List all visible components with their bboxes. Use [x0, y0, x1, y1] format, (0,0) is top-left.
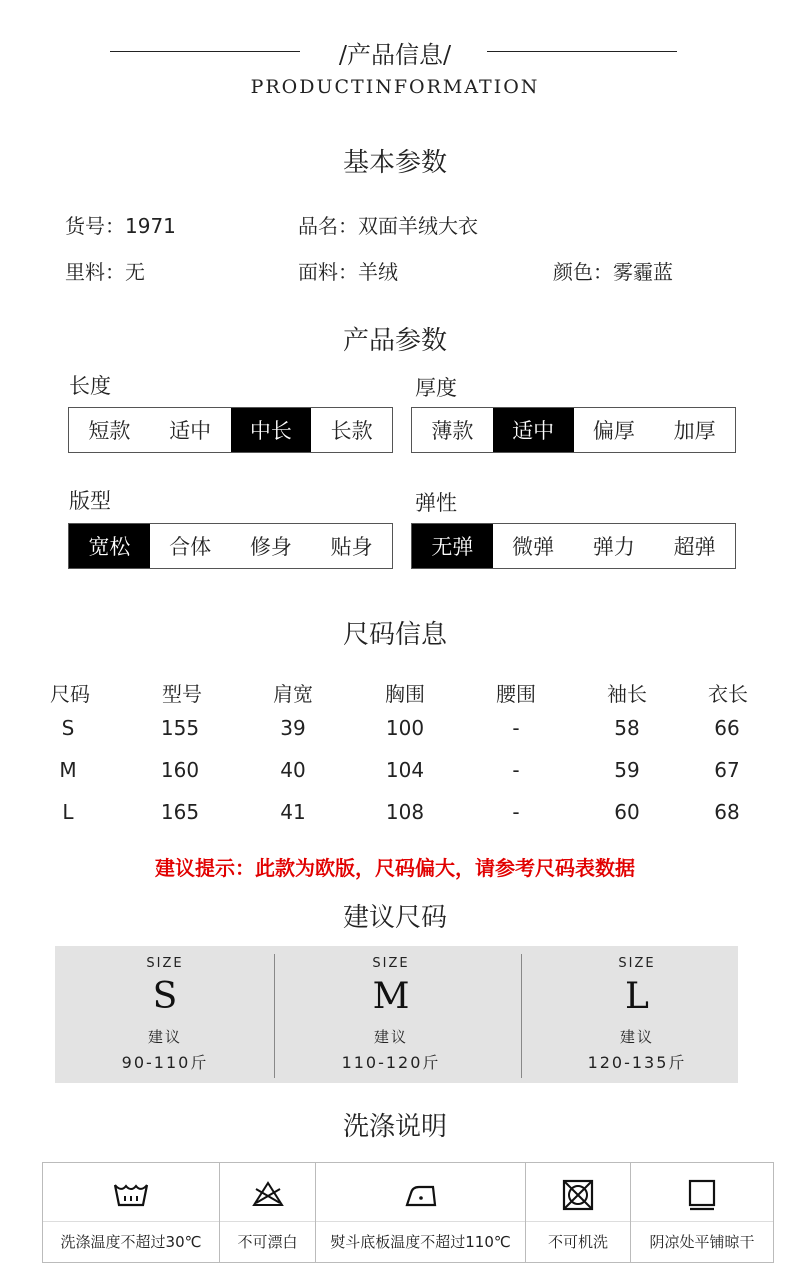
- table-cell: L: [62, 800, 74, 824]
- hand-wash-30-icon: [43, 1177, 219, 1213]
- size-table-header-cell: 型号: [162, 682, 202, 706]
- size-divider: [521, 954, 522, 1078]
- color-label: 颜色：: [553, 260, 613, 284]
- table-cell: -: [512, 758, 520, 782]
- no-bleach-icon: [220, 1177, 315, 1213]
- product-name-label: 品名：: [298, 214, 358, 238]
- thickness-options: [411, 407, 736, 453]
- wash-divider: [43, 1221, 219, 1222]
- size-info-title: 尺码信息: [342, 620, 447, 650]
- elasticity-option-stretch: 弹力: [592, 535, 635, 559]
- washing-table: [42, 1162, 774, 1263]
- washing-title: 洗涤说明: [342, 1112, 447, 1142]
- suggested-size-title: 建议尺码: [342, 903, 447, 933]
- color: [553, 256, 673, 285]
- table-cell: 40: [280, 758, 306, 782]
- thickness-option-thin: 薄款: [431, 419, 474, 443]
- dry-flat-shade-icon: [631, 1177, 773, 1213]
- fabric: [298, 256, 398, 285]
- wash-item: [43, 1163, 220, 1262]
- size-table-header-cell: 胸围: [385, 682, 425, 706]
- length-option-long: 长款: [330, 419, 373, 443]
- size-card-m: [281, 946, 501, 1083]
- fabric-value: 羊绒: [358, 260, 398, 284]
- table-cell: 41: [280, 800, 306, 824]
- wash-item-label: 熨斗底板温度不超过110℃: [330, 1233, 511, 1251]
- wash-item: [631, 1163, 773, 1262]
- thickness-option-medium: 适中: [493, 408, 574, 452]
- size-card-caption: SIZE: [618, 956, 656, 971]
- product-name: [298, 210, 478, 239]
- size-table-header-cell: 衣长: [708, 682, 748, 706]
- wash-item-label: 阴凉处平铺晾干: [649, 1233, 755, 1251]
- header-subtitle: PRODUCTINFORMATION: [250, 76, 540, 98]
- table-cell: 155: [160, 716, 200, 740]
- size-card-suggest: 建议: [373, 1028, 408, 1046]
- elasticity-label: 弹性: [415, 491, 457, 515]
- wash-divider: [316, 1221, 525, 1222]
- item-number-label: 货号：: [65, 214, 125, 238]
- fit-option-loose: 宽松: [69, 524, 150, 568]
- table-cell: 66: [714, 716, 740, 740]
- size-table-header-cell: 肩宽: [273, 682, 313, 706]
- size-table-header-cell: 尺码: [50, 682, 90, 706]
- item-number: [65, 210, 176, 239]
- wash-item-label: 不可漂白: [237, 1233, 298, 1251]
- size-card-suggest: 建议: [619, 1028, 654, 1046]
- length-options: [68, 407, 393, 453]
- size-card-weight: 110-120斤: [341, 1053, 441, 1072]
- size-divider: [274, 954, 275, 1078]
- table-cell: 104: [385, 758, 425, 782]
- wash-item: [316, 1163, 526, 1262]
- size-tip: 建议提示：此款为欧版，尺码偏大，请参考尺码表数据: [155, 856, 635, 880]
- wash-item: [220, 1163, 316, 1262]
- size-card-suggest: 建议: [147, 1028, 182, 1046]
- thickness-option-extra-thick: 加厚: [673, 419, 716, 443]
- wash-divider: [220, 1221, 315, 1222]
- table-cell: 59: [614, 758, 640, 782]
- thickness-label: 厚度: [415, 376, 457, 400]
- color-value: 雾霾蓝: [613, 260, 673, 284]
- elasticity-option-super: 超弹: [673, 535, 716, 559]
- table-cell: 160: [160, 758, 200, 782]
- table-cell: 68: [714, 800, 740, 824]
- size-table-header-cell: 袖长: [607, 682, 647, 706]
- length-option-short: 短款: [88, 419, 131, 443]
- wash-divider: [526, 1221, 630, 1222]
- lining-value: 无: [125, 260, 145, 284]
- item-number-value: 1971: [125, 214, 176, 238]
- table-cell: 60: [614, 800, 640, 824]
- lining: [65, 256, 145, 285]
- table-cell: -: [512, 800, 520, 824]
- length-option-medium: 适中: [169, 419, 212, 443]
- elasticity-options: [411, 523, 736, 569]
- size-card-s: [55, 946, 275, 1083]
- length-label: 长度: [69, 374, 111, 398]
- table-cell: 108: [385, 800, 425, 824]
- table-cell: 39: [280, 716, 306, 740]
- fabric-label: 面料：: [298, 260, 358, 284]
- size-card-letter: S: [152, 976, 178, 1017]
- no-machine-wash-icon: [526, 1177, 630, 1213]
- fit-options: [68, 523, 393, 569]
- size-card-weight: 90-110斤: [121, 1053, 209, 1072]
- size-card-l: [527, 946, 747, 1083]
- size-card-weight: 120-135斤: [587, 1053, 687, 1072]
- table-cell: S: [61, 716, 75, 740]
- size-card-caption: SIZE: [146, 956, 184, 971]
- fit-option-slim: 修身: [249, 535, 292, 559]
- size-table-header-cell: 腰围: [496, 682, 536, 706]
- product-name-value: 双面羊绒大衣: [358, 214, 478, 238]
- size-card-letter: L: [625, 976, 649, 1017]
- size-card-caption: SIZE: [372, 956, 410, 971]
- fit-option-regular: 合体: [169, 535, 212, 559]
- table-cell: -: [512, 716, 520, 740]
- fit-option-tight: 贴身: [330, 535, 373, 559]
- elasticity-option-none: 无弹: [412, 524, 493, 568]
- lining-label: 里料：: [65, 260, 125, 284]
- size-card-letter: M: [372, 976, 410, 1017]
- product-params-title: 产品参数: [342, 326, 447, 356]
- header-title: /产品信息/: [338, 41, 452, 69]
- wash-divider: [631, 1221, 773, 1222]
- wash-item-label: 洗涤温度不超过30℃: [60, 1233, 202, 1251]
- table-cell: 165: [160, 800, 200, 824]
- elasticity-option-slight: 微弹: [512, 535, 555, 559]
- basic-params-title: 基本参数: [342, 148, 447, 178]
- suggested-size-panel: [55, 946, 738, 1083]
- wash-item-label: 不可机洗: [547, 1233, 608, 1251]
- iron-icon: [316, 1177, 525, 1213]
- wash-item: [526, 1163, 631, 1262]
- table-cell: 58: [614, 716, 640, 740]
- fit-label: 版型: [69, 489, 111, 513]
- table-cell: 100: [385, 716, 425, 740]
- thickness-option-thick: 偏厚: [592, 419, 635, 443]
- table-cell: 67: [714, 758, 740, 782]
- table-cell: M: [59, 758, 77, 782]
- length-option-mid-long: 中长: [231, 408, 312, 452]
